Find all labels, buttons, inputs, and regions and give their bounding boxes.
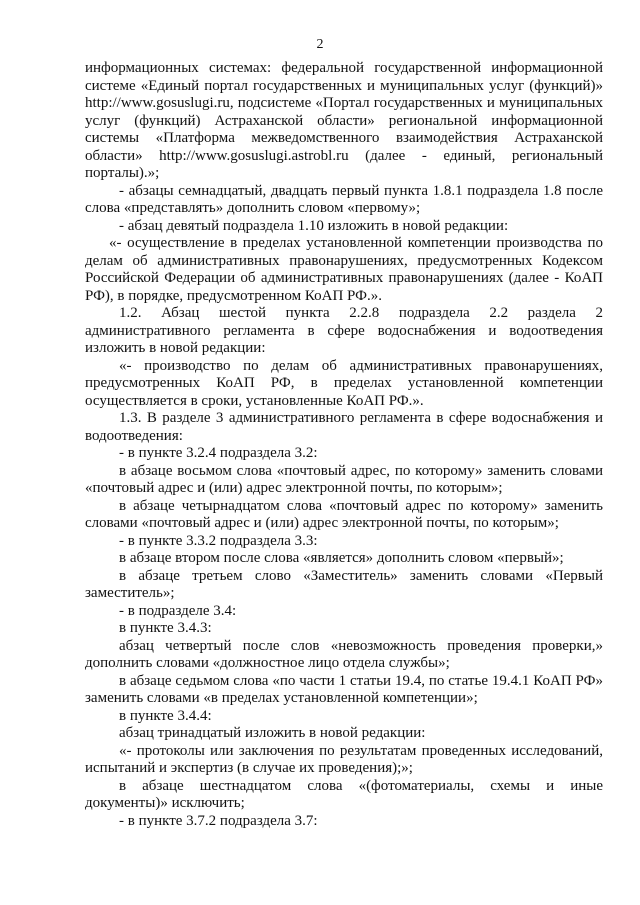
paragraph-10: в абзаце четырнадцатом слова «почтовый адрес по которому» заменить словами «почтовый адрес и (или) адрес электронной почты, по которым»; [85, 497, 603, 531]
paragraph-15: в пункте 3.4.3: [119, 620, 212, 636]
paragraph-19: абзац тринадцатый изложить в новой редакции: [119, 725, 426, 741]
paragraph-20: «- протоколы или заключения по результатам проведенных исследований, испытаний и экспертиз (в случае их проведения);»; [85, 742, 603, 776]
paragraph-5: 1.2. Абзац шестой пункта 2.2.8 подраздела 2.2 раздела 2 административного регламента в сфере водоснабжения и водоотведения изложить в новой редакции: [85, 305, 603, 356]
paragraph-4: «- осуществление в пределах установленной компетенции производства по делам об административных правонарушениях, предусмотренных Кодексом Российской Федерации об административных правонарушениях (далее - КоАП РФ), в порядке, предусмотренном КоАП РФ.». [85, 235, 603, 304]
paragraph-9: в абзаце восьмом слова «почтовый адрес, по которому» заменить словами «почтовый адрес и (или) адрес электронной почты, по которым»; [85, 462, 603, 496]
paragraph-17: в абзаце седьмом слова «по части 1 статьи 19.4, по статье 19.4.1 КоАП РФ» заменить словами «в пределах установленной компетенции»; [85, 672, 603, 706]
paragraph-21: в абзаце шестнадцатом слова «(фотоматериалы, схемы и иные документы)» исключить; [85, 777, 603, 811]
paragraph-18: в пункте 3.4.4: [119, 707, 212, 724]
page-number: 2 [316, 37, 324, 52]
paragraph-2: - абзацы семнадцатый, двадцать первый пункта 1.8.1 подраздела 1.8 после слова «представлять» дополнить словом «первому»; [85, 182, 603, 216]
paragraph-6: «- производство по делам об административных правонарушениях, предусмотренных КоАП РФ, в пределах установленной компетенции осуществляется в сроки, установленные КоАП РФ.». [85, 357, 603, 409]
paragraph-16: абзац четвертый после слов «невозможность проведения проверки,» дополнить словами «должностное лицо отдела службы»; [85, 637, 603, 671]
paragraph-11: - в пункте 3.3.2 подраздела 3.3: [119, 532, 318, 549]
paragraph-3: - абзац девятый подраздела 1.10 изложить в новой редакции: [119, 217, 509, 234]
paragraph-7: 1.3. В разделе 3 административного регламента в сфере водоснабжения и водоотведения: [85, 410, 603, 444]
paragraph-12: в абзаце втором после слова «является» дополнить словом «первый»; [119, 550, 564, 566]
paragraph-8: - в пункте 3.2.4 подраздела 3.2: [119, 445, 318, 461]
document-body [85, 60, 603, 830]
paragraph-14: - в подразделе 3.4: [119, 602, 237, 619]
paragraph-22: - в пункте 3.7.2 подраздела 3.7: [119, 812, 318, 829]
paragraph-1: информационных системах: федеральной государственной информационной системе «Единый портал государственных и муниципальных услуг (функций)» http://www.gosuslugi.ru, подсистеме «Портал государственных и муниципальных услуг (функций) Астраханской области» региональной информационной системы «Платформа межведомственного взаимодействия Астраханской области» http://www.gosuslugi.astrobl.ru (далее - единый, региональный порталы).»; [85, 60, 603, 181]
paragraph-13: в абзаце третьем слово «Заместитель» заменить словами «Первый заместитель»; [85, 567, 603, 601]
